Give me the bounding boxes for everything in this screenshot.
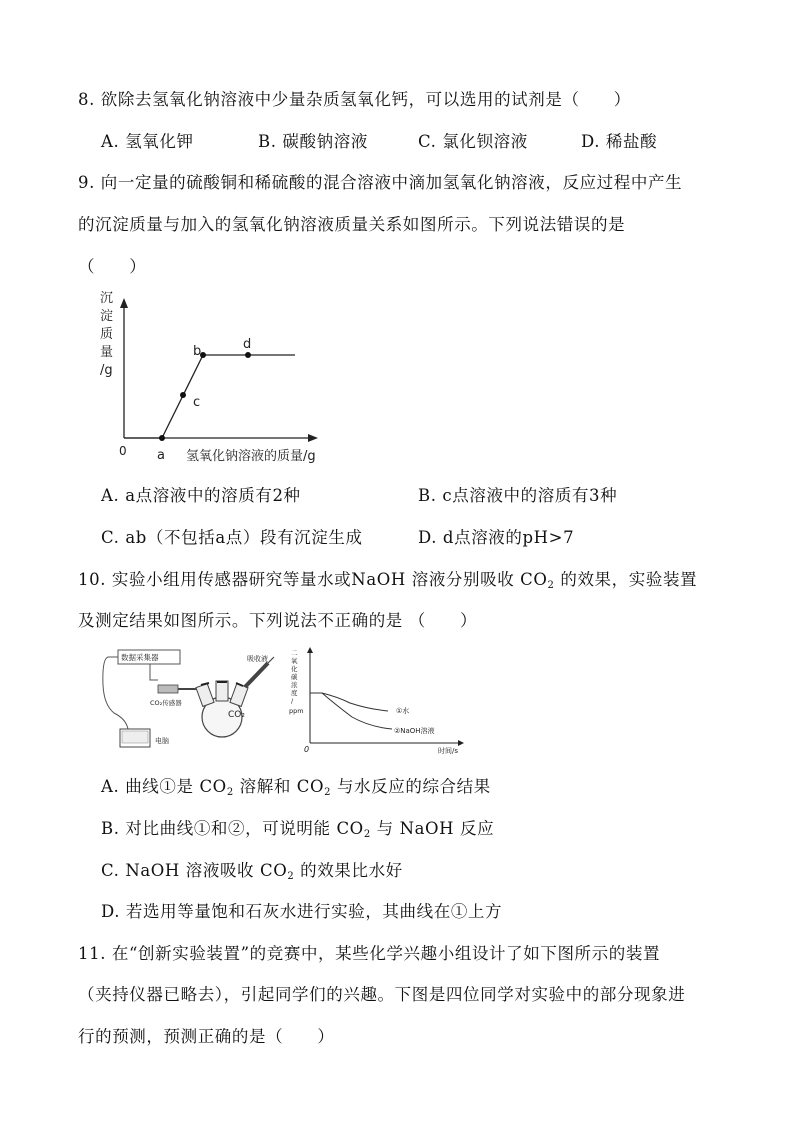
q9-option-b: B. c点溶液中的溶质有3种 bbox=[418, 486, 618, 505]
q8-stem: 8. 欲除去氢氧化钠溶液中少量杂质氢氧化钙，可以选用的试剂是（ ） bbox=[78, 90, 631, 109]
q9-label-a: a bbox=[157, 448, 165, 463]
curve-2-naoh bbox=[310, 693, 392, 729]
q9-y-axis-arrow bbox=[120, 298, 128, 308]
q8-option-b: B. 碳酸钠溶液 bbox=[258, 132, 368, 151]
svg-text:浓: 浓 bbox=[291, 681, 298, 689]
q9-point-d bbox=[245, 352, 251, 358]
q8-option-a: A. 氢氧化钾 bbox=[101, 132, 194, 151]
q11-line2: （夹持仪器已略去），引起同学们的兴趣。下图是四位同学对实验中的部分现象进 bbox=[78, 985, 686, 1004]
q9-origin-label: 0 bbox=[119, 444, 127, 458]
q10-stem-line2: 及测定结果如图所示。下列说法不正确的是 （ ） bbox=[78, 611, 478, 630]
svg-text:/: / bbox=[291, 697, 294, 705]
svg-text:二: 二 bbox=[291, 649, 298, 657]
q10-stem-line1: 10. 实验小组用传感器研究等量水或NaOH 溶液分别吸收 $CO_2$ 的效果，实验装置 bbox=[78, 570, 698, 591]
q10-x-axis-label: 时间/s bbox=[438, 747, 459, 755]
q9-stem-line2: 的沉淀质量与加入的氢氧化钠溶液质量关系如图所示。下列说法错误的是 bbox=[78, 215, 626, 234]
q9-stem-line1: 9. 向一定量的硫酸铜和稀硫酸的混合溶液中滴加氢氧化钠溶液，反应过程中产生 bbox=[78, 173, 683, 192]
q9-label-c: c bbox=[193, 395, 201, 410]
q9-x-axis-arrow bbox=[308, 434, 318, 442]
q9-option-d: D. d点溶液的pH>7 bbox=[418, 528, 575, 547]
svg-text:碳: 碳 bbox=[291, 673, 298, 681]
svg-text:ppm: ppm bbox=[289, 707, 304, 715]
q9-stem-line3: （ ） bbox=[78, 257, 147, 276]
collector-to-sensor-cable bbox=[150, 664, 158, 680]
q9-y-axis-label bbox=[100, 291, 113, 378]
co2-gas-label: CO₂ bbox=[228, 710, 245, 720]
svg-text:氧: 氧 bbox=[291, 657, 298, 665]
svg-text:质: 质 bbox=[100, 327, 114, 342]
absorb-liquid-label: 吸收液 bbox=[247, 655, 268, 663]
q10-origin-label: 0 bbox=[304, 745, 310, 754]
computer-cable bbox=[103, 657, 128, 729]
q9-label-b: b bbox=[193, 344, 202, 359]
svg-text:度: 度 bbox=[291, 689, 298, 697]
q10-y-axis-label bbox=[289, 649, 304, 715]
q11-line1: 11. 在“创新实验装置”的竞赛中，某些化学兴趣小组设计了如下图所示的装置 bbox=[78, 944, 661, 963]
data-collector-label: 数据采集器 bbox=[121, 653, 159, 662]
q10-apparatus-figure bbox=[100, 645, 290, 755]
curve-1-label: ①水 bbox=[396, 707, 410, 715]
curve-2-label: ②NaOH溶液 bbox=[394, 727, 435, 735]
q10-option-c: C. NaOH 溶液吸收 $CO_2$ 的效果比水好 bbox=[101, 861, 403, 882]
svg-text:淀: 淀 bbox=[100, 309, 114, 324]
q10-option-a: A. 曲线①是 $CO_2$ 溶解和 $CO_2$ 与水反应的综合结果 bbox=[101, 777, 491, 798]
svg-text:量: 量 bbox=[100, 345, 114, 360]
svg-text:化: 化 bbox=[291, 665, 298, 673]
q9-curve bbox=[124, 355, 295, 438]
q10-co2-concentration-graph bbox=[288, 645, 468, 755]
q9-point-a bbox=[159, 435, 165, 441]
syringe-icon bbox=[245, 663, 268, 687]
q8-option-c: C. 氯化钡溶液 bbox=[418, 132, 528, 151]
svg-text:沉: 沉 bbox=[100, 291, 114, 306]
q8-option-d: D. 稀盐酸 bbox=[581, 132, 658, 151]
co2-sensor bbox=[158, 685, 178, 693]
q9-point-c bbox=[180, 392, 186, 398]
q9-option-a: A. a点溶液中的溶质有2种 bbox=[101, 486, 301, 505]
computer-label: 电脑 bbox=[155, 737, 169, 745]
co2-sensor-label: CO₂传感器 bbox=[150, 699, 182, 707]
q9-option-c: C. ab（不包括a点）段有沉淀生成 bbox=[101, 528, 363, 547]
q9-precipitate-graph bbox=[90, 284, 350, 469]
q9-x-axis-label: 氢氧化钠溶液的质量/g bbox=[186, 449, 316, 464]
q9-label-d: d bbox=[243, 337, 252, 352]
q10-option-d: D. 若选用等量饱和石灰水进行实验，其曲线在①上方 bbox=[101, 902, 503, 921]
q10-option-b: B. 对比曲线①和②，可说明能 $CO_2$ 与 NaOH 反应 bbox=[101, 819, 495, 840]
q11-line3: 行的预测，预测正确的是（ ） bbox=[78, 1027, 335, 1046]
curve-1-water bbox=[310, 693, 388, 711]
svg-text:/g: /g bbox=[100, 363, 113, 378]
